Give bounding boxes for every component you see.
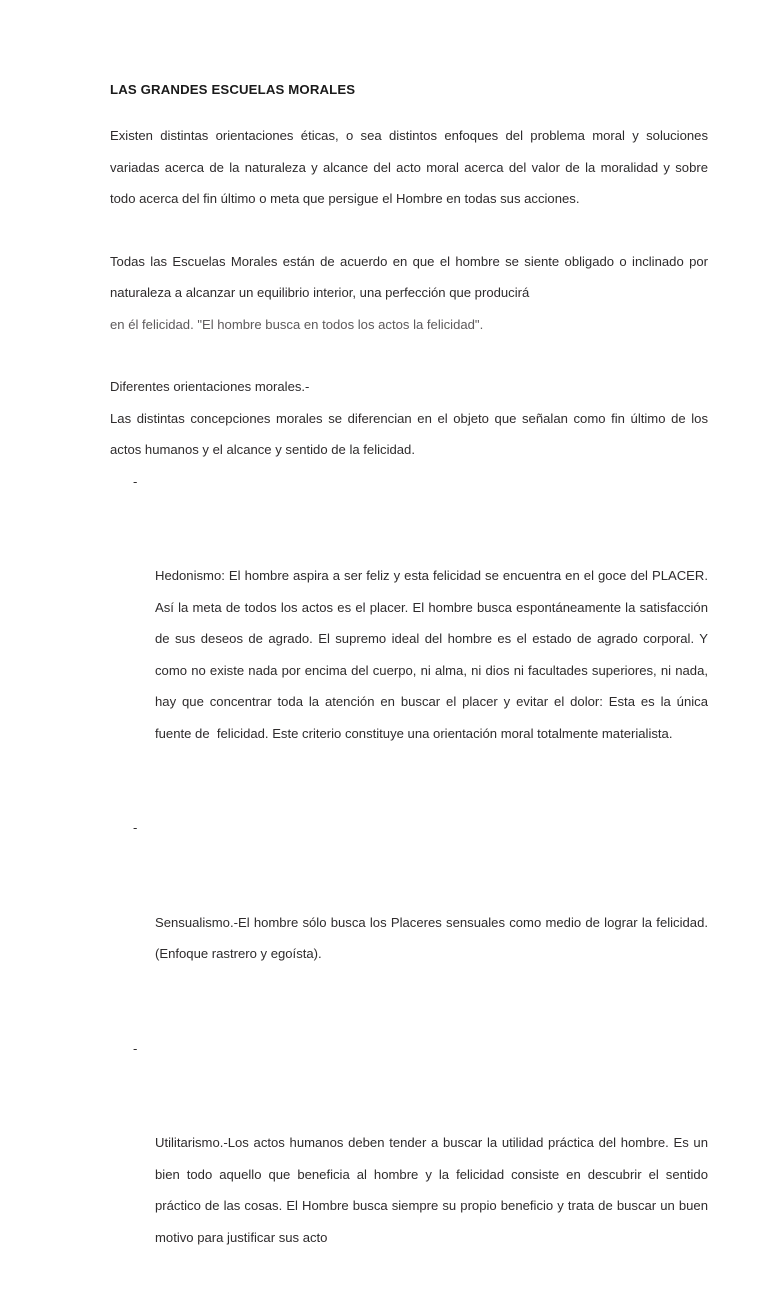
list-item [110,1033,708,1316]
heading-orientaciones: Diferentes orientaciones morales.- [110,371,708,403]
bullet-marker-icon: - [133,466,137,498]
bullet-marker-icon: - [133,812,137,844]
document-body [110,82,708,1316]
school-hedonismo-text: Hedonismo: El hombre aspira a ser feliz y esta felicidad se encuentra en el goce del PLACER. Así la meta de todos los actos es el placer. El hombre busca espontáneamente la satisfacción de sus deseos de agrado. El supremo ideal del hombre es el estado de agrado corporal. Y como no existe nada por encima del cuerpo, ni alma, ni dios ni facultades superiores, ni nada, hay que concentrar toda la atención en buscar el placer y evitar el dolor: Esta es la única fuente de felicidad. Este criterio constituye una orientación moral totalmente materialista. [155,560,708,749]
school-sensualismo-text: Sensualismo.-El hombre sólo busca los Placeres sensuales como medio de lograr la felicidad. (Enfoque rastrero y egoísta). [155,907,708,970]
list-item [110,466,708,813]
school-utilitarismo-text: Utilitarismo.-Los actos humanos deben tender a buscar la utilidad práctica del hombre. Es un bien todo aquello que beneficia al hombre y la felicidad consiste en descubrir el sentido práctico de las cosas. El Hombre busca siempre su propio beneficio y trata de buscar un buen motivo para justificar sus acto [155,1127,708,1253]
paragraph-acuerdo: Todas las Escuelas Morales están de acuerdo en que el hombre se siente obligado o inclinado por naturaleza a alcanzar un equilibrio interior, una perfección que producirá [110,246,708,309]
paragraph-orientaciones-body: Las distintas concepciones morales se diferencian en el objeto que señalan como fin último de los actos humanos y el alcance y sentido de la felicidad. [110,403,708,466]
list-item [110,812,708,1033]
paragraph-spacer [110,215,708,246]
page-title: LAS GRANDES ESCUELAS MORALES [110,82,708,98]
section-spacer [110,340,708,371]
paragraph-intro: Existen distintas orientaciones éticas, o sea distintos enfoques del problema moral y soluciones variadas acerca de la naturaleza y alcance del acto moral acerca del valor de la moralidad y sobre todo acerca del fin último o meta que persigue el Hombre en todas sus acciones. [110,120,708,215]
paragraph-acuerdo-quote: en él felicidad. "El hombre busca en todos los actos la felicidad". [110,309,708,341]
schools-list [110,466,708,1316]
bullet-marker-icon: - [133,1033,137,1065]
